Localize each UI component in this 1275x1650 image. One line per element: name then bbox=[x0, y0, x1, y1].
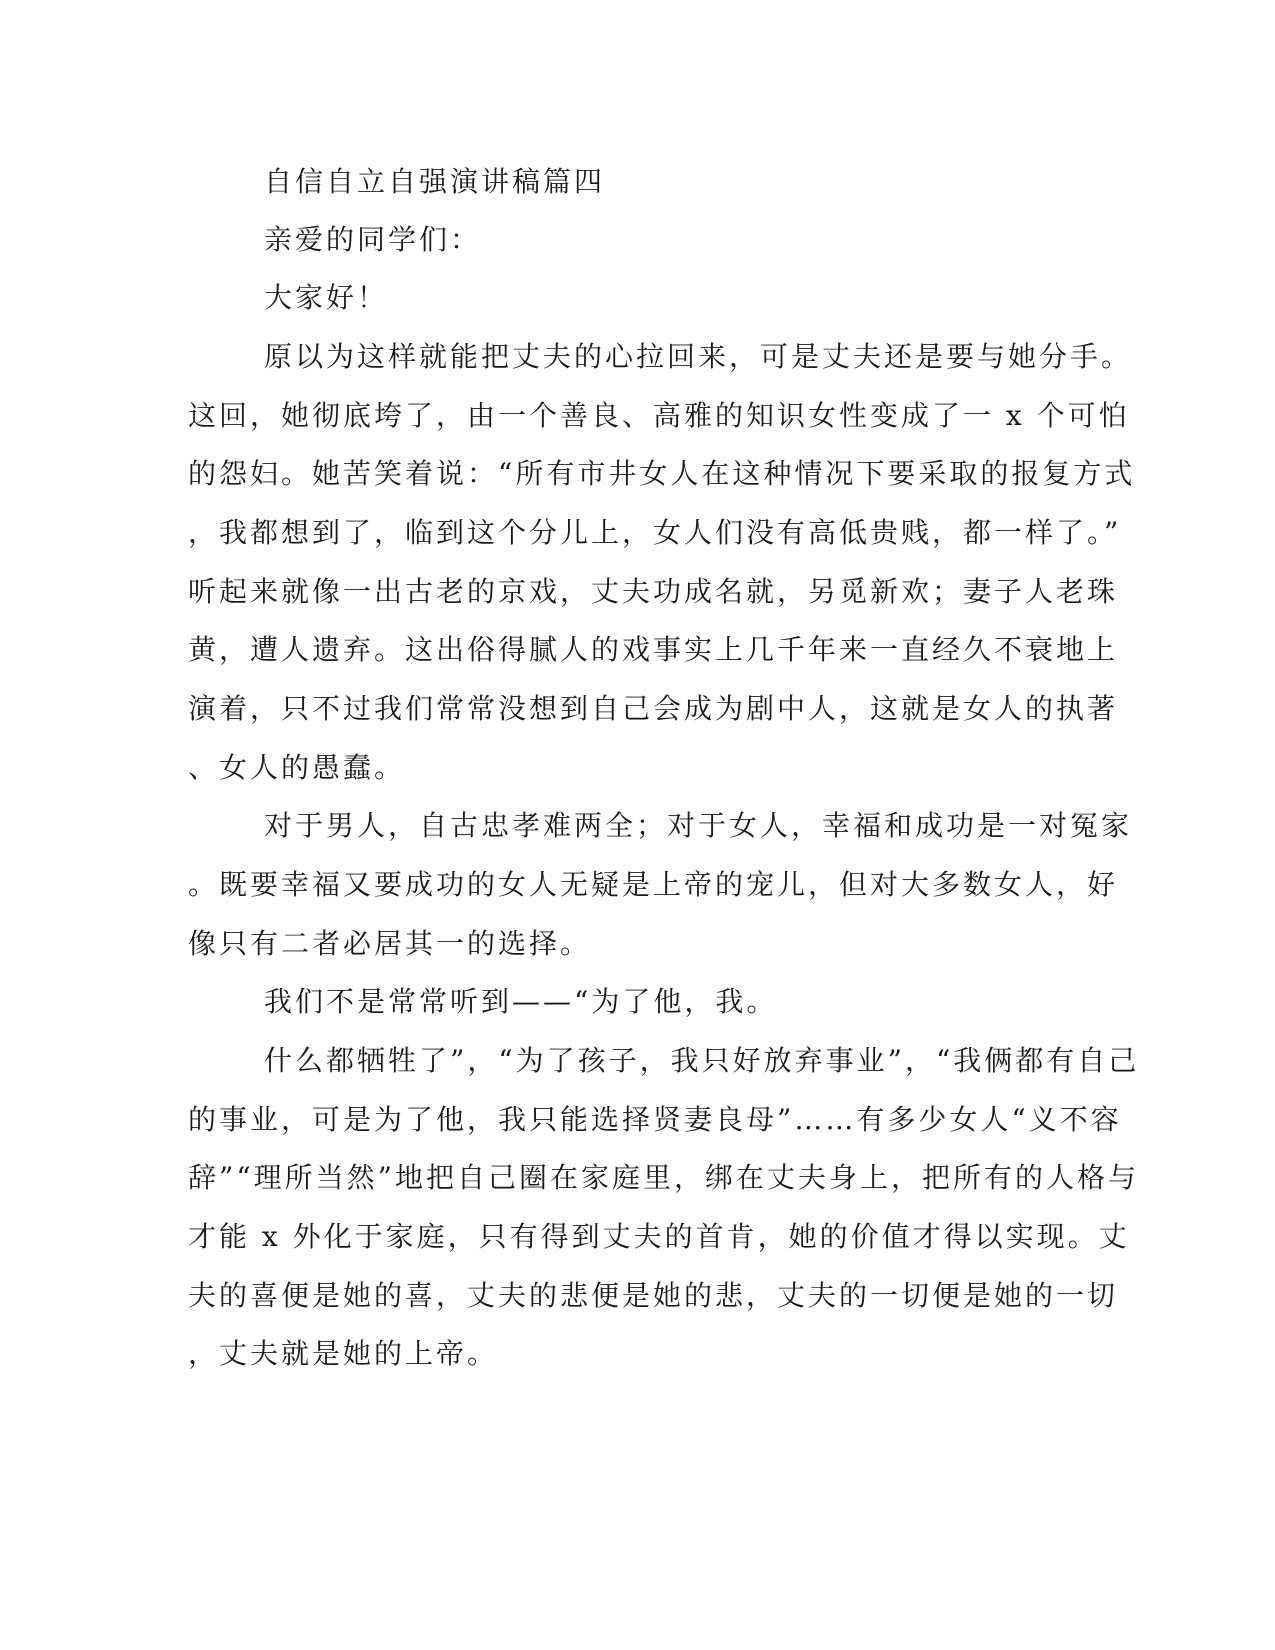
paragraph-line: ，丈夫就是她的上帝。 bbox=[188, 1337, 499, 1370]
paragraph-line: 听起来就像一出古老的京戏，丈夫功成名就，另觅新欢；妻子人老珠 bbox=[188, 575, 1119, 608]
paragraph-line: 对于男人，自古忠孝难两全；对于女人，幸福和成功是一对冤家 bbox=[264, 809, 1133, 842]
paragraph-line: 才能 x 外化于家庭，只有得到丈夫的首肯，她的价值才得以实现。丈 bbox=[188, 1220, 1130, 1253]
paragraph-line: 的事业，可是为了他，我只能选择贤妻良母”……有多少女人“义不容 bbox=[188, 1103, 1122, 1136]
paragraph-line: 演着，只不过我们常常没想到自己会成为剧中人，这就是女人的执著 bbox=[188, 692, 1119, 725]
paragraph-line: 这回，她彻底垮了，由一个善良、高雅的知识女性变成了一 x 个可怕 bbox=[188, 399, 1130, 432]
document-title: 自信自立自强演讲稿篇四 bbox=[264, 165, 606, 198]
paragraph-line: 原以为这样就能把丈夫的心拉回来，可是丈夫还是要与她分手。 bbox=[264, 340, 1133, 373]
paragraph-line: 。既要幸福又要成功的女人无疑是上帝的宠儿，但对大多数女人，好 bbox=[188, 868, 1119, 901]
paragraph-line: 辞”“理所当然”地把自己圈在家庭里，绑在丈夫身上，把所有的人格与 bbox=[188, 1161, 1139, 1194]
paragraph-line: 的怨妇。她苦笑着说：“所有市井女人在这种情况下要采取的报复方式 bbox=[188, 457, 1136, 490]
paragraph-line: 什么都牺牲了”，“为了孩子，我只好放弃事业”，“我俩都有自己 bbox=[264, 1044, 1140, 1077]
greeting: 大家好！ bbox=[264, 281, 389, 314]
salutation: 亲爱的同学们： bbox=[264, 223, 482, 256]
paragraph-line: 黄，遭人遗弃。这出俗得腻人的戏事实上几千年来一直经久不衰地上 bbox=[188, 633, 1119, 666]
paragraph-line: 像只有二者必居其一的选择。 bbox=[188, 927, 592, 960]
paragraph-line: 夫的喜便是她的喜，丈夫的悲便是她的悲，丈夫的一切便是她的一切 bbox=[188, 1279, 1119, 1312]
paragraph-line: 我们不是常常听到——“为了他，我。 bbox=[264, 985, 778, 1018]
paragraph-line: 、女人的愚蠢。 bbox=[188, 751, 406, 784]
paragraph-line: ，我都想到了，临到这个分儿上，女人们没有高低贵贱，都一样了。” bbox=[188, 516, 1122, 549]
